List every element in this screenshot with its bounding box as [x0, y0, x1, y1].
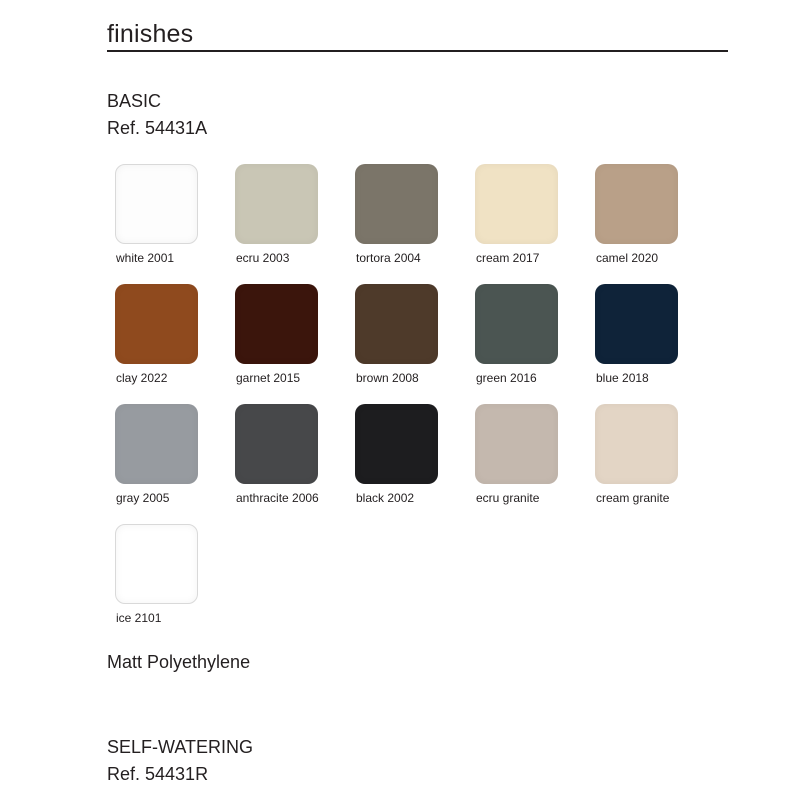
basic-heading-text: BASIC	[107, 90, 162, 111]
page-title: finishes	[107, 20, 194, 48]
swatch-color-box	[475, 284, 558, 364]
self-watering-section-heading	[107, 734, 730, 788]
swatch-color-box	[595, 404, 678, 484]
swatch-clay-2022	[115, 284, 235, 404]
swatch-color-box	[115, 284, 198, 364]
swatch-color-box	[475, 404, 558, 484]
swatch-label: ecru 2003	[236, 250, 290, 265]
swatch-ecru-granite	[475, 404, 595, 524]
swatch-white-2001	[115, 164, 235, 284]
swatch-color-box	[595, 284, 678, 364]
swatch-color-box	[355, 404, 438, 484]
swatch-label: gray 2005	[116, 490, 170, 505]
swatch-black-2002	[355, 404, 475, 524]
swatch-color-box	[235, 164, 318, 244]
swatch-label: green 2016	[476, 370, 537, 385]
swatch-garnet-2015	[235, 284, 355, 404]
swatch-color-box	[115, 524, 198, 604]
swatch-cream-2017	[475, 164, 595, 284]
material-label: Matt Polyethylene	[107, 651, 251, 672]
swatch-color-box	[595, 164, 678, 244]
swatch-color-box	[475, 164, 558, 244]
swatch-color-box	[355, 164, 438, 244]
swatch-label: clay 2022	[116, 370, 168, 385]
swatch-color-box	[355, 284, 438, 364]
swatch-label: black 2002	[356, 490, 415, 505]
swatch-label: ecru granite	[476, 490, 540, 505]
swatch-label: tortora 2004	[356, 250, 421, 265]
swatch-ecru-2003	[235, 164, 355, 284]
swatch-blue-2018	[595, 284, 715, 404]
swatch-color-box	[235, 404, 318, 484]
swatch-color-box	[115, 164, 198, 244]
swatch-label: camel 2020	[596, 250, 659, 265]
swatch-anthracite-2006	[235, 404, 355, 524]
self-watering-heading-text: SELF-WATERING	[107, 736, 254, 757]
swatch-label: cream 2017	[476, 250, 540, 265]
swatch-tortora-2004	[355, 164, 475, 284]
swatch-brown-2008	[355, 284, 475, 404]
basic-ref-text: Ref. 54431A	[107, 117, 208, 138]
swatch-label: blue 2018	[596, 370, 649, 385]
swatch-label: ice 2101	[116, 610, 162, 625]
swatch-green-2016	[475, 284, 595, 404]
swatch-label: garnet 2015	[236, 370, 301, 385]
title-divider	[107, 50, 728, 52]
self-watering-ref-text: Ref. 54431R	[107, 763, 209, 784]
swatch-grid	[115, 164, 715, 644]
swatch-cream-granite	[595, 404, 715, 524]
swatch-gray-2005	[115, 404, 235, 524]
swatch-label: brown 2008	[356, 370, 419, 385]
basic-section-heading	[107, 88, 730, 142]
swatch-color-box	[115, 404, 198, 484]
swatch-ice-2101	[115, 524, 235, 644]
swatch-label: cream granite	[596, 490, 670, 505]
swatch-label: anthracite 2006	[236, 490, 319, 505]
swatch-camel-2020	[595, 164, 715, 284]
swatch-label: white 2001	[116, 250, 175, 265]
swatch-color-box	[235, 284, 318, 364]
